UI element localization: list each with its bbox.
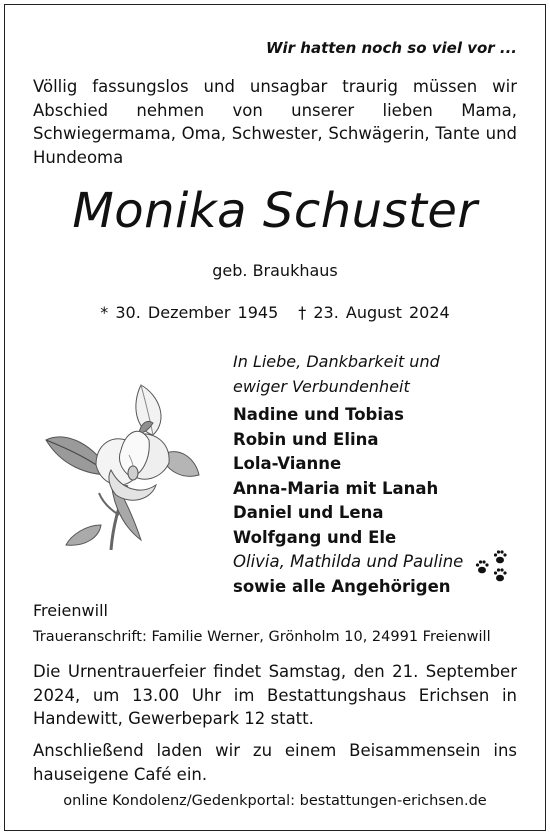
magnolia-flower-icon	[41, 375, 201, 550]
motto: Wir hatten noch so viel vor ...	[265, 39, 517, 57]
mourner-entry: sowie alle Angehörigen	[233, 576, 451, 596]
life-dates	[5, 303, 545, 322]
dedication	[233, 349, 440, 399]
mourners-list	[233, 403, 463, 599]
mourner-entry: Wolfgang und Ele	[233, 527, 397, 547]
birth-date: * 30. Dezember 1945	[100, 303, 279, 322]
invitation-text: Anschließend laden wir zu einem Beisammensein ins hauseigene Café ein.	[33, 741, 517, 784]
deceased-name: Monika Schuster	[72, 183, 478, 239]
ceremony-text: Die Urnentrauerfeier findet Samstag, den 21. September 2024, um 13.00 Uhr im Bestattungshaus Erichsen in Handewitt, Gewerbepark 12 statt.	[33, 662, 517, 728]
mourner-entry: Nadine und Tobias	[233, 405, 404, 424]
mourner-entry: Daniel und Lena	[233, 503, 384, 522]
mourner-entry: Robin und Elina	[233, 429, 379, 449]
condolence-portal: online Kondolenz/Gedenkportal: bestattungen-erichsen.de	[63, 793, 487, 809]
dedication-line: In Liebe, Dankbarkeit und	[233, 352, 440, 371]
mourning-address: Traueranschrift: Familie Werner, Grönholm 10, 24991 Freienwill	[33, 629, 491, 645]
birth-name: geb. Braukhaus	[212, 261, 338, 280]
paw-prints-icon	[473, 549, 509, 583]
mourner-entry: Olivia, Mathilda und Pauline	[233, 552, 464, 571]
town: Freienwill	[33, 601, 108, 620]
obituary-notice	[4, 4, 546, 831]
dedication-line: ewiger Verbundenheit	[233, 377, 410, 396]
mourner-entry: Anna-Maria mit Lanah	[233, 478, 439, 498]
death-date: † 23. August 2024	[298, 303, 450, 322]
intro-text: Völlig fassungslos und unsagbar traurig müssen wir Abschied nehmen von unserer lieben Mama, Schwiegermama, Oma, Schwester, Schwägerin, Tante und Hundeoma	[33, 77, 517, 167]
mourner-entry: Lola-Vianne	[233, 454, 342, 473]
